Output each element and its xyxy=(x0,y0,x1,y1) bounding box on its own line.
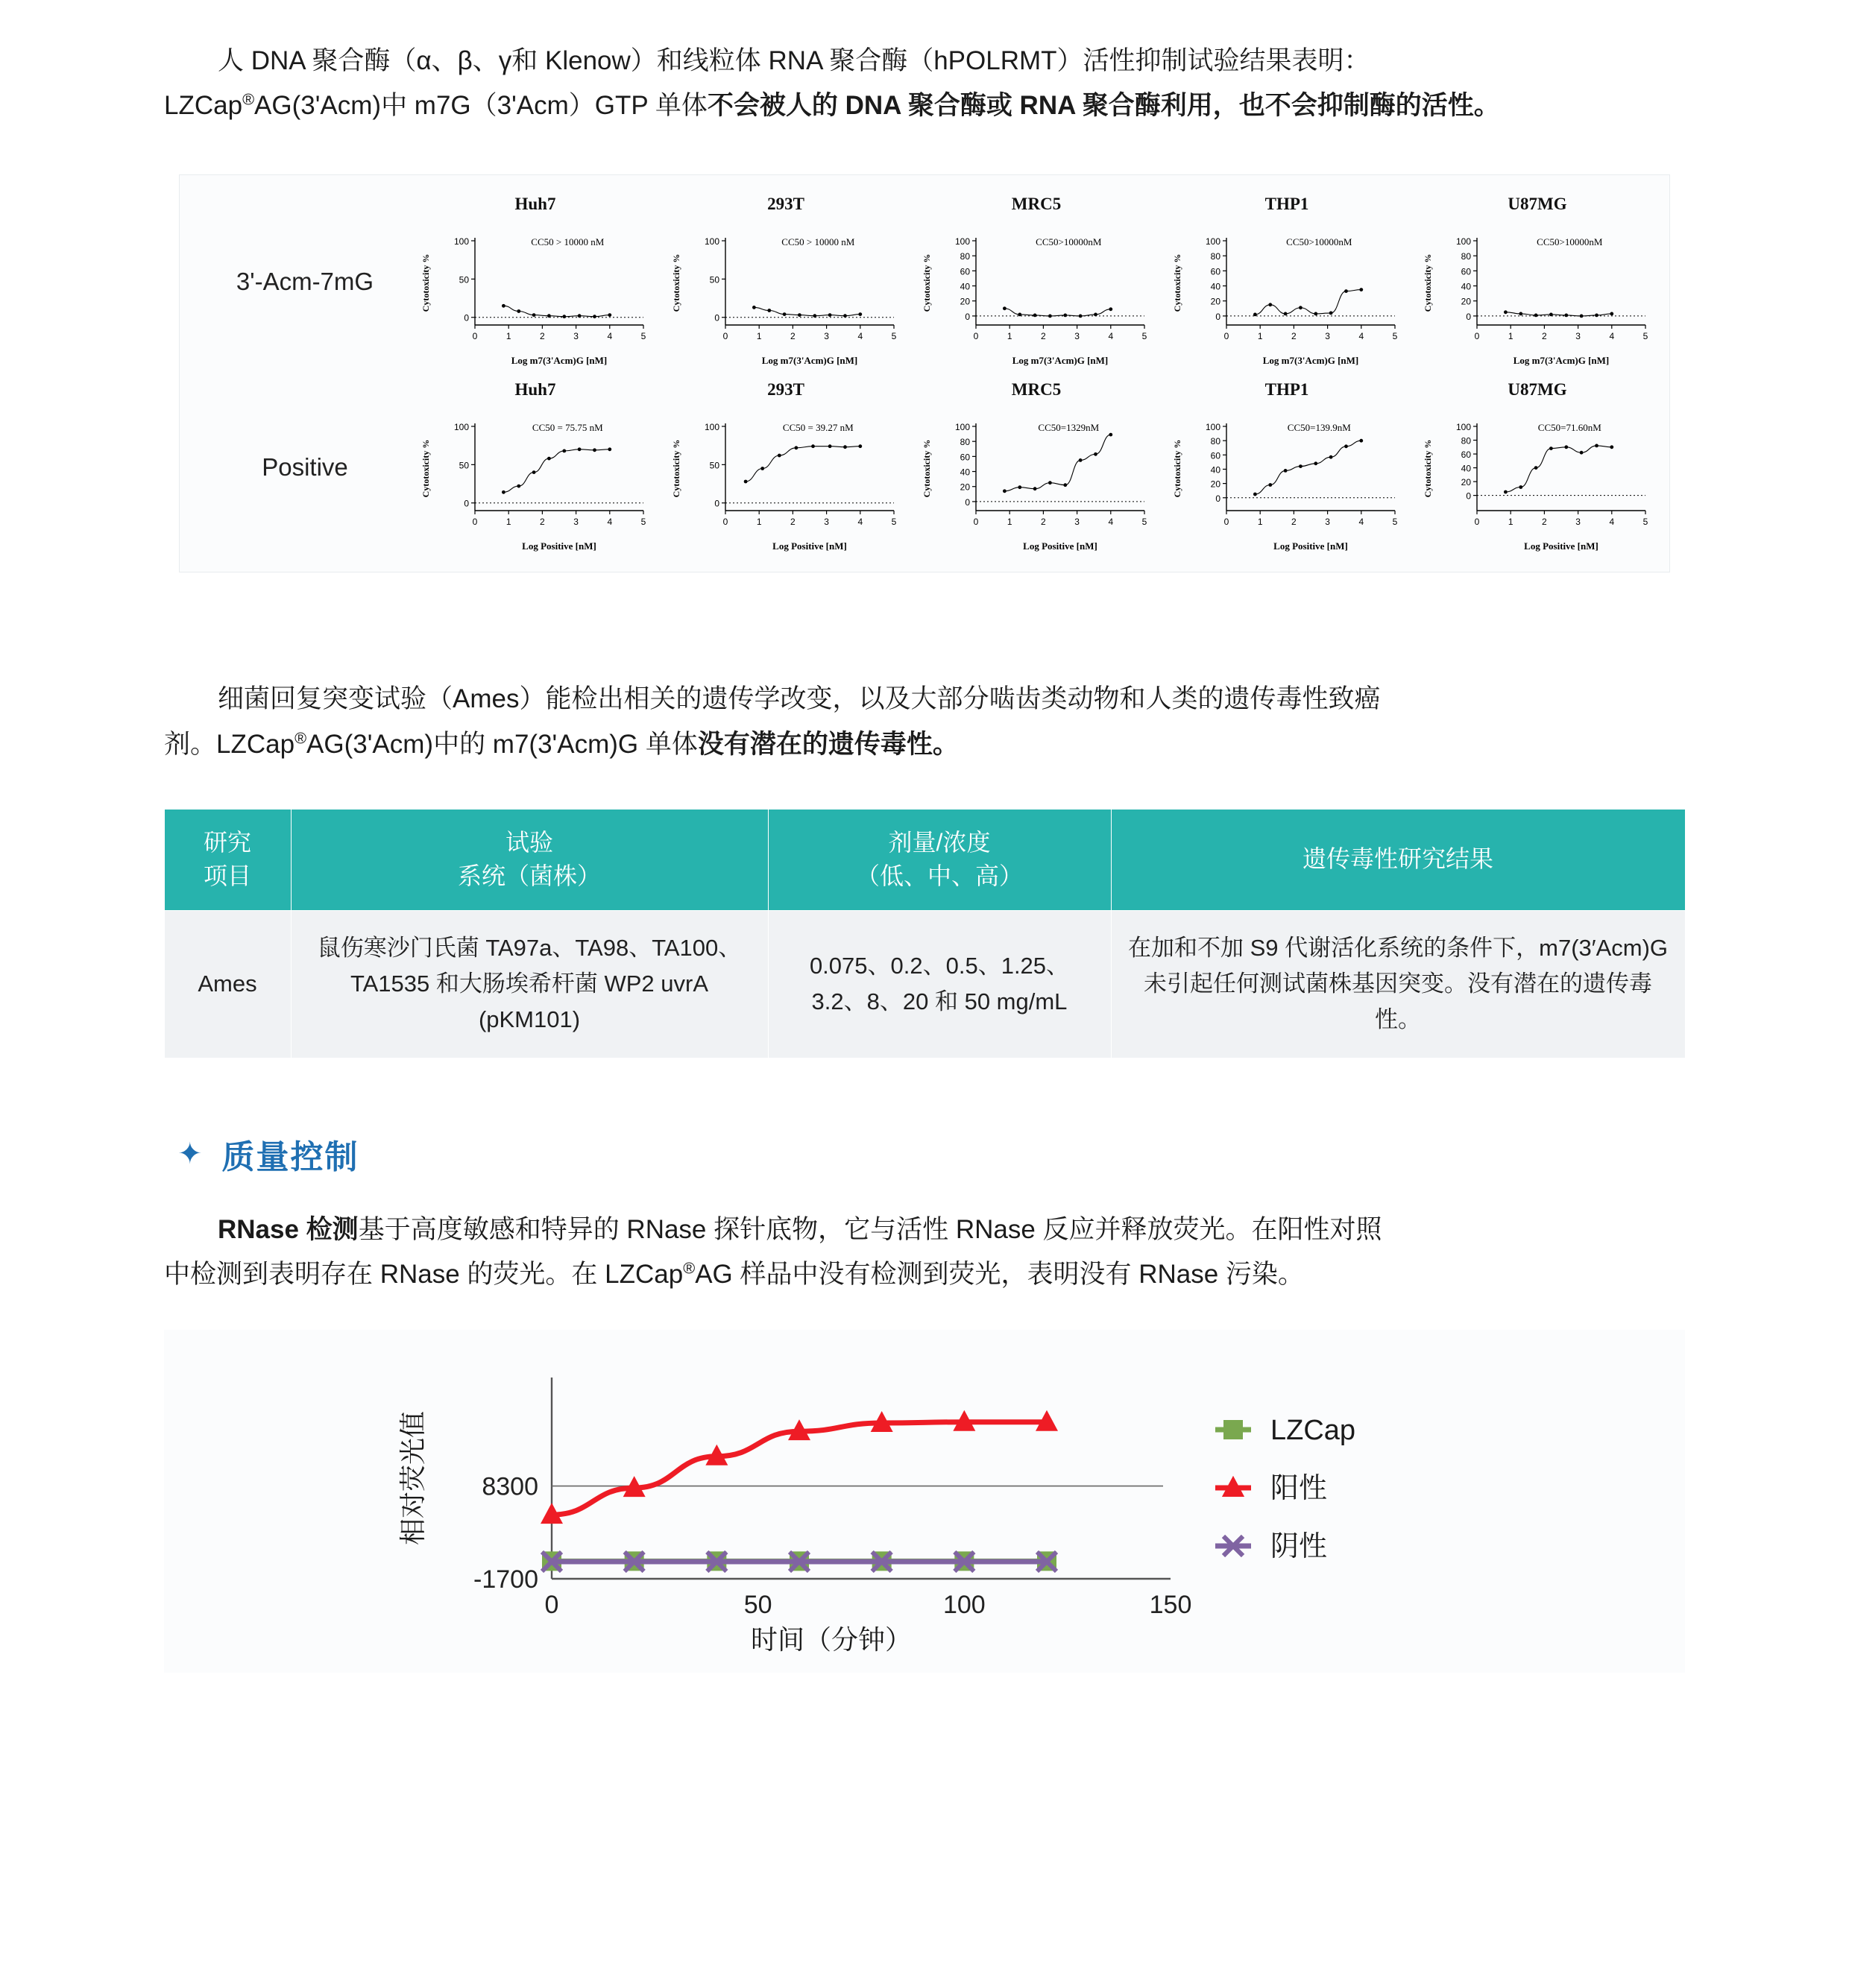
svg-text:CC50>10000nM: CC50>10000nM xyxy=(1537,236,1603,248)
table-row xyxy=(164,910,1685,1058)
svg-text:Cytotoxicity %: Cytotoxicity % xyxy=(671,254,681,312)
figure-chart-group xyxy=(417,380,1656,554)
dose-response-chart xyxy=(918,380,1155,554)
svg-text:80: 80 xyxy=(960,251,970,262)
svg-text:40: 40 xyxy=(1210,281,1220,292)
svg-text:50: 50 xyxy=(709,460,719,471)
svg-text:Log Positive [nM]: Log Positive [nM] xyxy=(1524,540,1598,552)
svg-text:60: 60 xyxy=(960,266,970,277)
legend-label: 阴性 xyxy=(1270,1531,1328,1563)
chart-title: Huh7 xyxy=(514,195,556,214)
svg-text:60: 60 xyxy=(1210,266,1220,277)
table-header-result xyxy=(1111,809,1685,910)
svg-text:0: 0 xyxy=(714,499,719,510)
svg-text:5: 5 xyxy=(1392,331,1398,342)
section-heading-quality-control xyxy=(164,1130,1685,1178)
figure-row xyxy=(193,195,1656,368)
chart-title: 293T xyxy=(767,380,804,400)
svg-text:1: 1 xyxy=(505,517,511,528)
chart-canvas xyxy=(1419,401,1656,554)
paragraph-polymerase xyxy=(164,30,1685,128)
svg-text:0: 0 xyxy=(714,313,719,324)
svg-text:4: 4 xyxy=(1108,331,1114,342)
svg-text:80: 80 xyxy=(1461,251,1471,262)
chart-canvas xyxy=(1168,215,1405,368)
svg-text:100: 100 xyxy=(704,422,719,433)
table-header-row xyxy=(164,809,1685,910)
svg-text:1: 1 xyxy=(1007,517,1012,528)
para2-line2-a: 剂。LZCap xyxy=(164,729,295,759)
chart-title: MRC5 xyxy=(1011,195,1062,214)
svg-text:80: 80 xyxy=(1210,436,1220,447)
para1-line2-b: AG(3'Acm)中 m7G（3'Acm）GTP 单体 xyxy=(254,91,708,121)
svg-text:CC50>10000nM: CC50>10000nM xyxy=(1286,236,1352,248)
para1-bold: 不会被人的 DNA 聚合酶或 RNA 聚合酶利用，也不会抑制酶的活性。 xyxy=(707,91,1500,121)
svg-text:2: 2 xyxy=(1291,517,1297,528)
registered-mark: ® xyxy=(242,89,255,109)
svg-text:3: 3 xyxy=(1575,331,1581,342)
svg-text:5: 5 xyxy=(1141,517,1147,528)
svg-text:100: 100 xyxy=(954,236,970,247)
svg-text:Log m7(3'Acm)G [nM]: Log m7(3'Acm)G [nM] xyxy=(1012,355,1109,367)
svg-text:1: 1 xyxy=(1508,517,1513,528)
svg-text:100: 100 xyxy=(453,422,469,433)
chart-canvas xyxy=(667,215,904,368)
svg-text:5: 5 xyxy=(1642,331,1648,342)
header-line: 研究 xyxy=(203,828,251,856)
svg-text:0: 0 xyxy=(1223,331,1229,342)
cell-result: 在加和不加 S9 代谢活化系统的条件下，m7(3′Acm)G 未引起任何测试菌株基因突变。没有潜在的遗传毒性。 xyxy=(1111,910,1685,1058)
svg-text:0: 0 xyxy=(1223,517,1229,528)
header-line: 剂量/浓度 xyxy=(888,828,991,856)
cell-item: Ames xyxy=(164,910,291,1058)
svg-text:Log Positive [nM]: Log Positive [nM] xyxy=(522,540,596,552)
svg-text:4: 4 xyxy=(1108,517,1114,528)
registered-mark: ® xyxy=(683,1258,696,1278)
svg-text:0: 0 xyxy=(1215,312,1220,323)
legend-label: LZCap xyxy=(1270,1415,1356,1447)
x-tick-label: 100 xyxy=(942,1591,986,1620)
chart-canvas xyxy=(1168,401,1405,554)
svg-text:Log Positive [nM]: Log Positive [nM] xyxy=(1273,540,1348,552)
svg-text:2: 2 xyxy=(790,517,796,528)
header-line: 遗传毒性研究结果 xyxy=(1302,845,1493,873)
para3-line2-a: 中检测到表明存在 RNase 的荧光。在 LZCap xyxy=(164,1259,684,1289)
dose-response-chart xyxy=(1419,195,1656,368)
svg-text:0: 0 xyxy=(464,499,469,510)
svg-text:0: 0 xyxy=(722,517,728,528)
para3-line1: 基于高度敏感和特异的 RNase 探针底物，它与活性 RNase 反应并释放荧光。在阳性对照 xyxy=(358,1214,1382,1244)
svg-text:60: 60 xyxy=(960,452,970,463)
svg-text:20: 20 xyxy=(1210,479,1220,490)
svg-text:20: 20 xyxy=(1461,297,1471,308)
chart-title: THP1 xyxy=(1264,195,1309,214)
svg-text:CC50>10000nM: CC50>10000nM xyxy=(1036,236,1102,248)
cell-system: 鼠伤寒沙门氏菌 TA97a、TA98、TA100、TA1535 和大肠埃希杆菌 WP2 uvrA (pKM101) xyxy=(291,910,768,1058)
chart-title: U87MG xyxy=(1508,380,1567,400)
svg-text:4: 4 xyxy=(857,517,863,528)
header-line: 试验 xyxy=(505,828,553,856)
figure-chart-group xyxy=(417,195,1656,368)
svg-text:Cytotoxicity %: Cytotoxicity % xyxy=(922,440,932,498)
svg-text:2: 2 xyxy=(790,331,796,342)
svg-text:0: 0 xyxy=(1474,517,1480,528)
dose-response-chart xyxy=(1168,380,1405,554)
svg-text:5: 5 xyxy=(1392,517,1398,528)
dose-response-chart xyxy=(417,195,654,368)
svg-text:2: 2 xyxy=(1542,331,1547,342)
svg-text:5: 5 xyxy=(891,517,897,528)
x-tick-label: 50 xyxy=(743,1591,772,1620)
svg-text:40: 40 xyxy=(960,281,970,292)
svg-text:3: 3 xyxy=(1074,331,1080,342)
dose-response-chart xyxy=(1168,195,1405,368)
ames-table xyxy=(164,809,1686,1058)
para1-line1: 人 DNA 聚合酶（α、β、γ和 Klenow）和线粒体 RNA 聚合酶（hPOLRMT）活性抑制试验结果表明： xyxy=(218,46,1370,75)
svg-text:80: 80 xyxy=(1210,251,1220,262)
svg-text:0: 0 xyxy=(973,331,979,342)
svg-text:3: 3 xyxy=(573,517,579,528)
para3-line2-b: AG 样品中没有检测到荧光，表明没有 RNase 污染。 xyxy=(695,1259,1304,1289)
svg-text:0: 0 xyxy=(965,312,970,323)
x-axis-title: 时间（分钟） xyxy=(750,1624,913,1656)
svg-text:1: 1 xyxy=(756,331,762,342)
rnase-chart-panel xyxy=(164,1330,1685,1673)
cytotoxicity-figure-panel xyxy=(179,174,1670,572)
chart-canvas xyxy=(918,215,1155,368)
svg-text:0: 0 xyxy=(472,517,478,528)
svg-text:1: 1 xyxy=(756,517,762,528)
dose-response-chart xyxy=(667,195,904,368)
table-header-item xyxy=(164,809,291,910)
svg-text:100: 100 xyxy=(954,422,970,433)
y-axis-title: 相对荧光值 xyxy=(397,1411,428,1546)
svg-text:0: 0 xyxy=(464,313,469,324)
svg-text:Log m7(3'Acm)G [nM]: Log m7(3'Acm)G [nM] xyxy=(761,355,858,367)
dose-response-chart xyxy=(918,195,1155,368)
svg-text:100: 100 xyxy=(453,236,469,247)
cell-dose: 0.075、0.2、0.5、1.25、3.2、8、20 和 50 mg/mL xyxy=(768,910,1111,1058)
svg-text:3: 3 xyxy=(1575,517,1581,528)
svg-text:40: 40 xyxy=(1461,463,1471,474)
svg-text:100: 100 xyxy=(1455,236,1471,247)
dose-response-chart xyxy=(417,380,654,554)
chart-canvas xyxy=(1419,215,1656,368)
y-tick-label: 8300 xyxy=(482,1472,538,1501)
svg-text:1: 1 xyxy=(1007,331,1012,342)
svg-text:2: 2 xyxy=(1542,517,1547,528)
svg-text:80: 80 xyxy=(960,437,970,448)
svg-text:5: 5 xyxy=(891,331,897,342)
svg-text:Log m7(3'Acm)G [nM]: Log m7(3'Acm)G [nM] xyxy=(1262,355,1359,367)
svg-text:CC50 > 10000 nM: CC50 > 10000 nM xyxy=(531,236,605,248)
svg-text:Cytotoxicity %: Cytotoxicity % xyxy=(1423,440,1433,498)
paragraph-rnase xyxy=(164,1208,1685,1297)
diamond-icon: ✦ xyxy=(177,1137,203,1170)
svg-text:100: 100 xyxy=(704,236,719,247)
header-line: （低、中、高） xyxy=(855,862,1023,890)
y-tick-label: -1700 xyxy=(473,1565,538,1594)
svg-text:100: 100 xyxy=(1205,236,1220,247)
svg-text:4: 4 xyxy=(1609,517,1615,528)
chart-title: U87MG xyxy=(1508,195,1567,214)
svg-text:Cytotoxicity %: Cytotoxicity % xyxy=(1172,440,1182,498)
svg-text:CC50 > 10000 nM: CC50 > 10000 nM xyxy=(781,236,855,248)
svg-text:5: 5 xyxy=(1642,517,1648,528)
svg-text:2: 2 xyxy=(540,517,545,528)
table-header-dose xyxy=(768,809,1111,910)
svg-text:0: 0 xyxy=(973,517,979,528)
legend-label: 阳性 xyxy=(1270,1473,1328,1505)
svg-text:2: 2 xyxy=(540,331,545,342)
svg-text:4: 4 xyxy=(607,331,613,342)
svg-text:3: 3 xyxy=(1325,331,1330,342)
svg-text:5: 5 xyxy=(640,517,646,528)
paragraph-ames xyxy=(164,677,1685,766)
svg-text:1: 1 xyxy=(1257,517,1263,528)
svg-text:4: 4 xyxy=(607,517,613,528)
svg-text:1: 1 xyxy=(1257,331,1263,342)
svg-text:0: 0 xyxy=(722,331,728,342)
svg-text:0: 0 xyxy=(965,497,970,508)
dose-response-chart xyxy=(667,380,904,554)
svg-text:3: 3 xyxy=(824,331,829,342)
svg-text:0: 0 xyxy=(472,331,478,342)
figure-row-label: 3'-Acm-7mG xyxy=(236,267,374,295)
svg-text:CC50=71.60nM: CC50=71.60nM xyxy=(1537,422,1601,434)
svg-text:CC50 = 75.75 nM: CC50 = 75.75 nM xyxy=(532,422,603,434)
para1-line2-a: LZCap xyxy=(164,91,243,121)
chart-title: 293T xyxy=(767,195,804,214)
svg-text:CC50=139.9nM: CC50=139.9nM xyxy=(1287,422,1351,434)
figure-row xyxy=(193,380,1656,554)
chart-canvas xyxy=(417,401,654,554)
svg-text:0: 0 xyxy=(1466,312,1471,323)
svg-text:Cytotoxicity %: Cytotoxicity % xyxy=(1423,254,1433,312)
svg-text:60: 60 xyxy=(1461,449,1471,461)
para3-bold-lead: RNase 检测 xyxy=(218,1214,359,1244)
svg-text:CC50=1329nM: CC50=1329nM xyxy=(1038,422,1100,434)
chart-canvas xyxy=(667,401,904,554)
svg-text:5: 5 xyxy=(640,331,646,342)
svg-text:3: 3 xyxy=(1074,517,1080,528)
svg-text:40: 40 xyxy=(1461,281,1471,292)
chart-title: THP1 xyxy=(1264,380,1309,400)
chart-canvas xyxy=(918,401,1155,554)
svg-text:3: 3 xyxy=(1325,517,1330,528)
para2-line2-b: AG(3'Acm)中的 m7(3'Acm)G 单体 xyxy=(306,729,698,759)
svg-text:60: 60 xyxy=(1210,450,1220,461)
svg-text:5: 5 xyxy=(1141,331,1147,342)
svg-text:4: 4 xyxy=(1358,517,1364,528)
svg-text:0: 0 xyxy=(1474,331,1480,342)
svg-text:80: 80 xyxy=(1461,435,1471,446)
svg-text:Cytotoxicity %: Cytotoxicity % xyxy=(922,254,932,312)
svg-text:40: 40 xyxy=(1210,464,1220,476)
svg-text:Log Positive [nM]: Log Positive [nM] xyxy=(772,540,847,552)
svg-text:50: 50 xyxy=(459,460,469,471)
section-title: 质量控制 xyxy=(221,1138,359,1176)
svg-text:20: 20 xyxy=(1461,477,1471,488)
svg-text:60: 60 xyxy=(1461,266,1471,277)
rnase-chart-canvas xyxy=(365,1348,1484,1661)
svg-text:20: 20 xyxy=(960,297,970,308)
x-tick-label: 150 xyxy=(1149,1591,1192,1620)
x-tick-label: 0 xyxy=(544,1591,559,1620)
svg-text:50: 50 xyxy=(709,274,719,285)
svg-text:2: 2 xyxy=(1041,331,1046,342)
svg-text:Cytotoxicity %: Cytotoxicity % xyxy=(420,254,431,312)
svg-text:1: 1 xyxy=(505,331,511,342)
svg-text:4: 4 xyxy=(857,331,863,342)
para2-line1: 细菌回复突变试验（Ames）能检出相关的遗传学改变，以及大部分啮齿类动物和人类的遗传毒性致癌 xyxy=(218,684,1381,714)
dose-response-chart xyxy=(1419,380,1656,554)
chart-canvas xyxy=(417,215,654,368)
svg-text:0: 0 xyxy=(1466,490,1471,502)
svg-text:100: 100 xyxy=(1205,422,1220,433)
para2-bold: 没有潜在的遗传毒性。 xyxy=(697,729,959,759)
svg-text:20: 20 xyxy=(1210,297,1220,308)
figure-row-label: Positive xyxy=(262,452,348,481)
svg-text:Log m7(3'Acm)G [nM]: Log m7(3'Acm)G [nM] xyxy=(1513,355,1610,367)
svg-text:Cytotoxicity %: Cytotoxicity % xyxy=(1172,254,1182,312)
table-header-system xyxy=(291,809,768,910)
svg-text:20: 20 xyxy=(960,482,970,493)
svg-text:2: 2 xyxy=(1291,331,1297,342)
svg-text:Log Positive [nM]: Log Positive [nM] xyxy=(1023,540,1097,552)
svg-text:4: 4 xyxy=(1358,331,1364,342)
svg-text:1: 1 xyxy=(1508,331,1513,342)
header-line: 项目 xyxy=(203,862,251,890)
svg-text:4: 4 xyxy=(1609,331,1615,342)
svg-text:3: 3 xyxy=(573,331,579,342)
svg-text:CC50 = 39.27 nM: CC50 = 39.27 nM xyxy=(782,422,854,434)
svg-text:100: 100 xyxy=(1455,422,1471,433)
svg-text:50: 50 xyxy=(459,274,469,285)
chart-title: Huh7 xyxy=(514,380,556,400)
svg-text:40: 40 xyxy=(960,467,970,478)
svg-text:3: 3 xyxy=(824,517,829,528)
svg-text:Log m7(3'Acm)G [nM]: Log m7(3'Acm)G [nM] xyxy=(511,355,608,367)
svg-text:2: 2 xyxy=(1041,517,1046,528)
header-line: 系统（菌株） xyxy=(457,862,601,890)
svg-text:Cytotoxicity %: Cytotoxicity % xyxy=(671,440,681,498)
svg-text:Cytotoxicity %: Cytotoxicity % xyxy=(420,440,431,498)
registered-mark: ® xyxy=(294,728,307,747)
chart-title: MRC5 xyxy=(1011,380,1062,400)
svg-text:0: 0 xyxy=(1215,493,1220,505)
